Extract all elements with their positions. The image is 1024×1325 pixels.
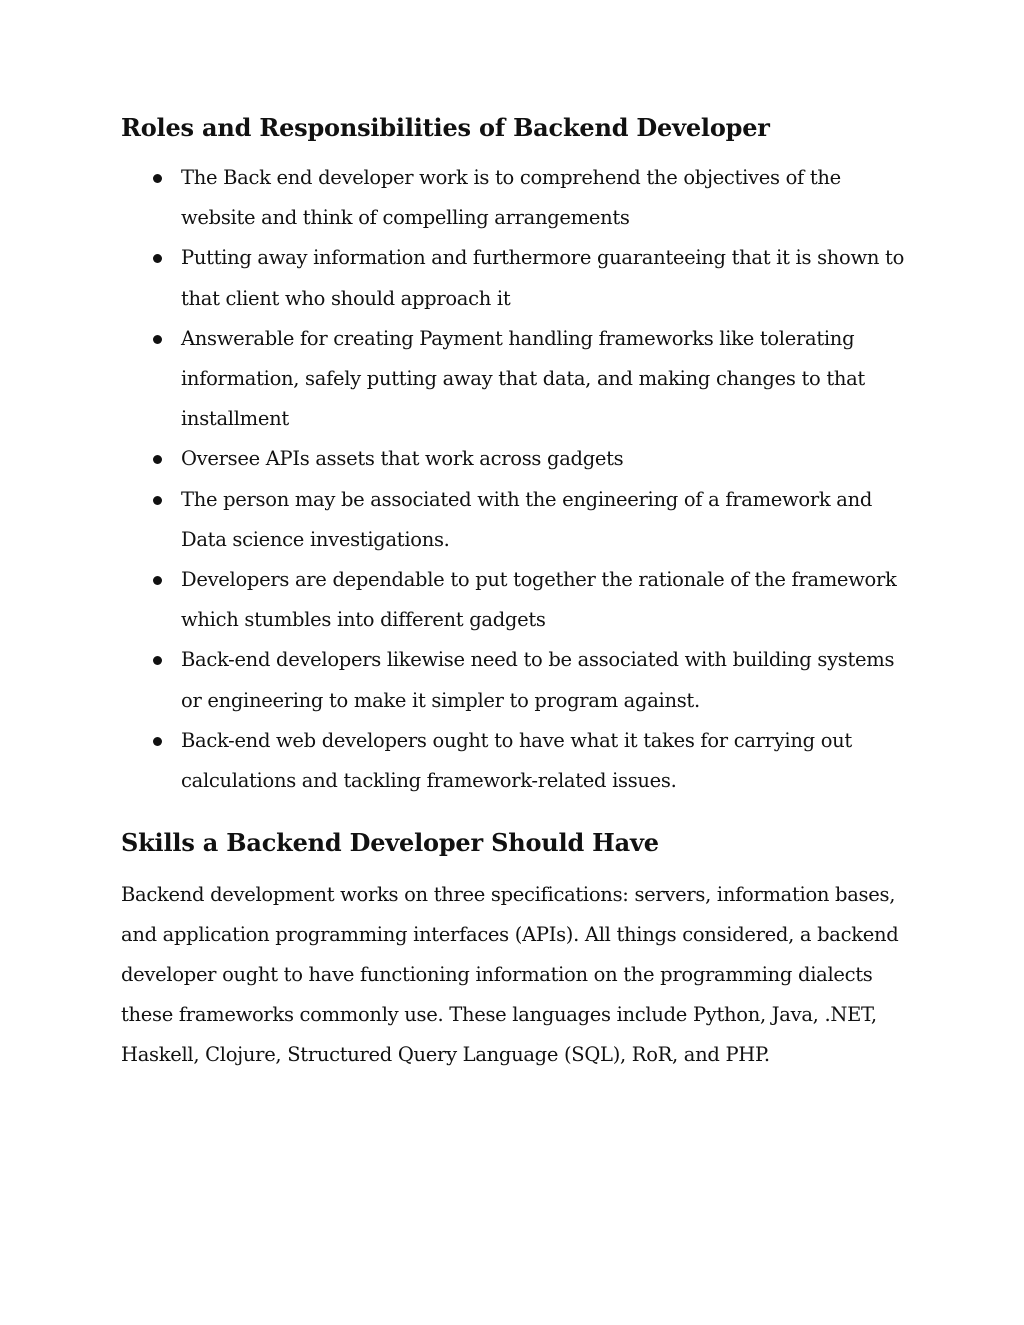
list-item-text: Back-end web developers ought to have what it takes for carrying out calculations and tackling framework-related issues. xyxy=(181,728,852,793)
list-item-text: The person may be associated with the engineering of a framework and Data science investigations. xyxy=(181,487,873,551)
list-item-text: Putting away information and furthermore guaranteeing that it is shown to that client who should approach it xyxy=(181,246,905,310)
list-item-text: Answerable for creating Payment handling frameworks like tolerating information, safely putting away that data, and making changes to that installment xyxy=(181,326,865,431)
bullet-icon xyxy=(153,455,162,464)
list-item-text: The Back end developer work is to comprehend the objectives of the website and think of compelling arrangements xyxy=(181,166,841,230)
bullet-icon xyxy=(153,254,162,263)
list-item xyxy=(121,158,911,238)
list-item xyxy=(121,721,911,801)
skills-heading: Skills a Backend Developer Should Have xyxy=(121,828,659,858)
list-item xyxy=(121,560,911,640)
list-item xyxy=(121,640,911,720)
list-item-text: Developers are dependable to put together the rationale of the framework which stumbles into different gadgets xyxy=(181,568,897,632)
skills-paragraph: Backend development works on three specifications: servers, information bases, and application programming interfaces (APIs). All things considered, a backend developer ought to have functioning information on the programming dialects these frameworks commonly use. These languages include Python, Java, .NET, Haskell, Clojure, Structured Query Language (SQL), RoR, and PHP. xyxy=(121,883,899,1067)
bullet-icon xyxy=(153,576,162,585)
bullet-icon xyxy=(153,656,162,665)
roles-heading: Roles and Responsibilities of Backend Developer xyxy=(121,113,770,142)
bullet-icon xyxy=(153,335,162,344)
responsibilities-list xyxy=(121,158,911,801)
list-item-text: Back-end developers likewise need to be associated with building systems or engineering to make it simpler to program against. xyxy=(181,648,895,712)
list-item xyxy=(121,480,911,560)
list-item xyxy=(121,439,911,479)
list-item-text: Oversee APIs assets that work across gadgets xyxy=(181,447,624,471)
list-item xyxy=(121,238,911,318)
document-page xyxy=(121,112,911,1075)
bullet-icon xyxy=(153,737,162,746)
bullet-icon xyxy=(153,174,162,183)
list-item xyxy=(121,319,911,440)
bullet-icon xyxy=(153,496,162,505)
